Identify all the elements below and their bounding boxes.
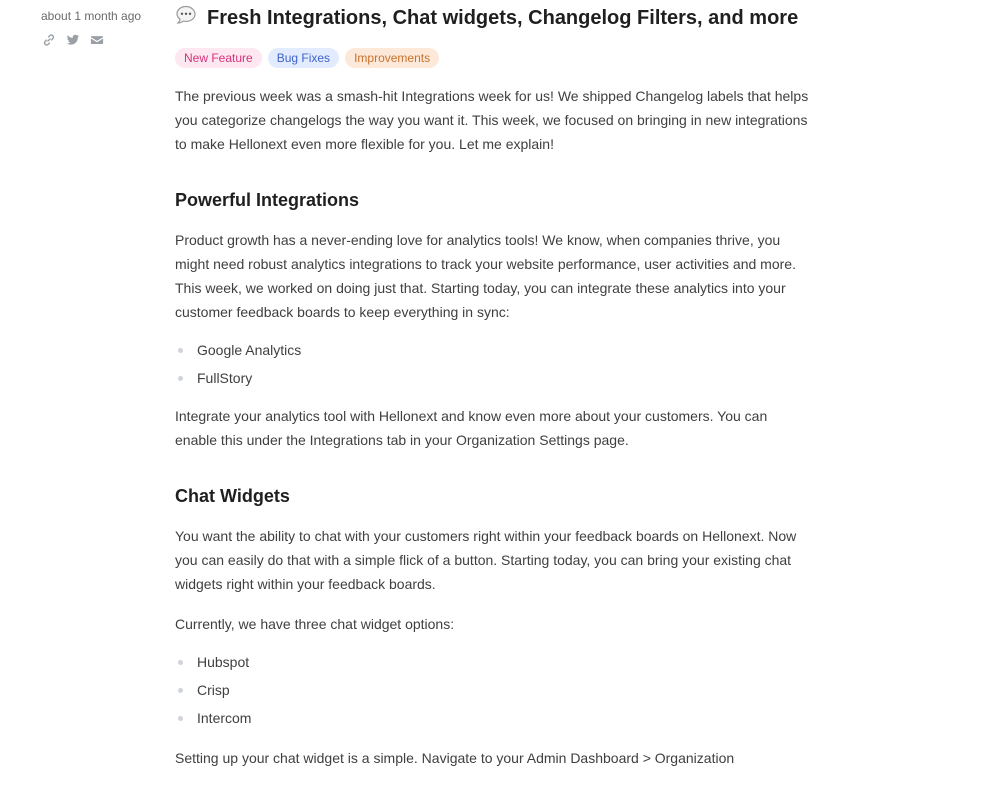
list-item: Google Analytics	[175, 336, 810, 364]
analytics-list	[175, 336, 810, 392]
post-meta	[41, 8, 151, 48]
link-icon[interactable]	[41, 32, 57, 48]
post-title[interactable]	[175, 4, 810, 32]
mail-icon[interactable]	[89, 32, 105, 48]
list-item: Hubspot	[175, 648, 810, 676]
changelog-post	[175, 4, 810, 770]
share-links	[41, 32, 151, 48]
label-improvements[interactable]: Improvements	[345, 48, 439, 68]
label-bug-fixes[interactable]: Bug Fixes	[268, 48, 339, 68]
integrations-paragraph: Product growth has a never-ending love for analytics tools! We know, when companies thrive, you might need robust analytics integrations to track your website performance, user activities and more. This week, we worked on doing just that. Starting today, you can integrate these analytics into your customer feedback boards to keep everything in sync:	[175, 232, 796, 320]
chat-options-intro: Currently, we have three chat widget options:	[175, 616, 455, 632]
integrations-followup-paragraph: Integrate your analytics tool with Hellonext and know even more about your customers. You can enable this under the Integrations tab in your Organization Settings page.	[175, 408, 768, 448]
label-new-feature[interactable]: New Feature	[175, 48, 262, 68]
chat-widget-list	[175, 648, 810, 732]
post-date: about 1 month ago	[41, 9, 142, 23]
intro-paragraph: The previous week was a smash-hit Integrations week for us! We shipped Changelog labels that helps you categorize changelogs the way you want it. This week, we focused on bringing in new integrations to make Hellonext even more flexible for you. Let me explain!	[175, 88, 809, 152]
post-labels	[175, 48, 810, 68]
post-title-text: Fresh Integrations, Chat widgets, Changelog Filters, and more	[207, 7, 799, 29]
list-item: FullStory	[175, 364, 810, 392]
chat-paragraph: You want the ability to chat with your customers right within your feedback boards on Hellonext. Now you can easily do that with a simple flick of a button. Starting today, you can bring your existing chat widgets right within your feedback boards.	[175, 528, 797, 592]
chat-setup-paragraph: Setting up your chat widget is a simple. Navigate to your Admin Dashboard > Organization	[175, 750, 735, 766]
speech-bubble-icon	[175, 4, 197, 26]
section-heading-integrations: Powerful Integrations	[175, 190, 360, 210]
section-heading-chat-widgets: Chat Widgets	[175, 486, 290, 506]
list-item: Crisp	[175, 676, 810, 704]
twitter-icon[interactable]	[65, 32, 81, 48]
list-item: Intercom	[175, 704, 810, 732]
